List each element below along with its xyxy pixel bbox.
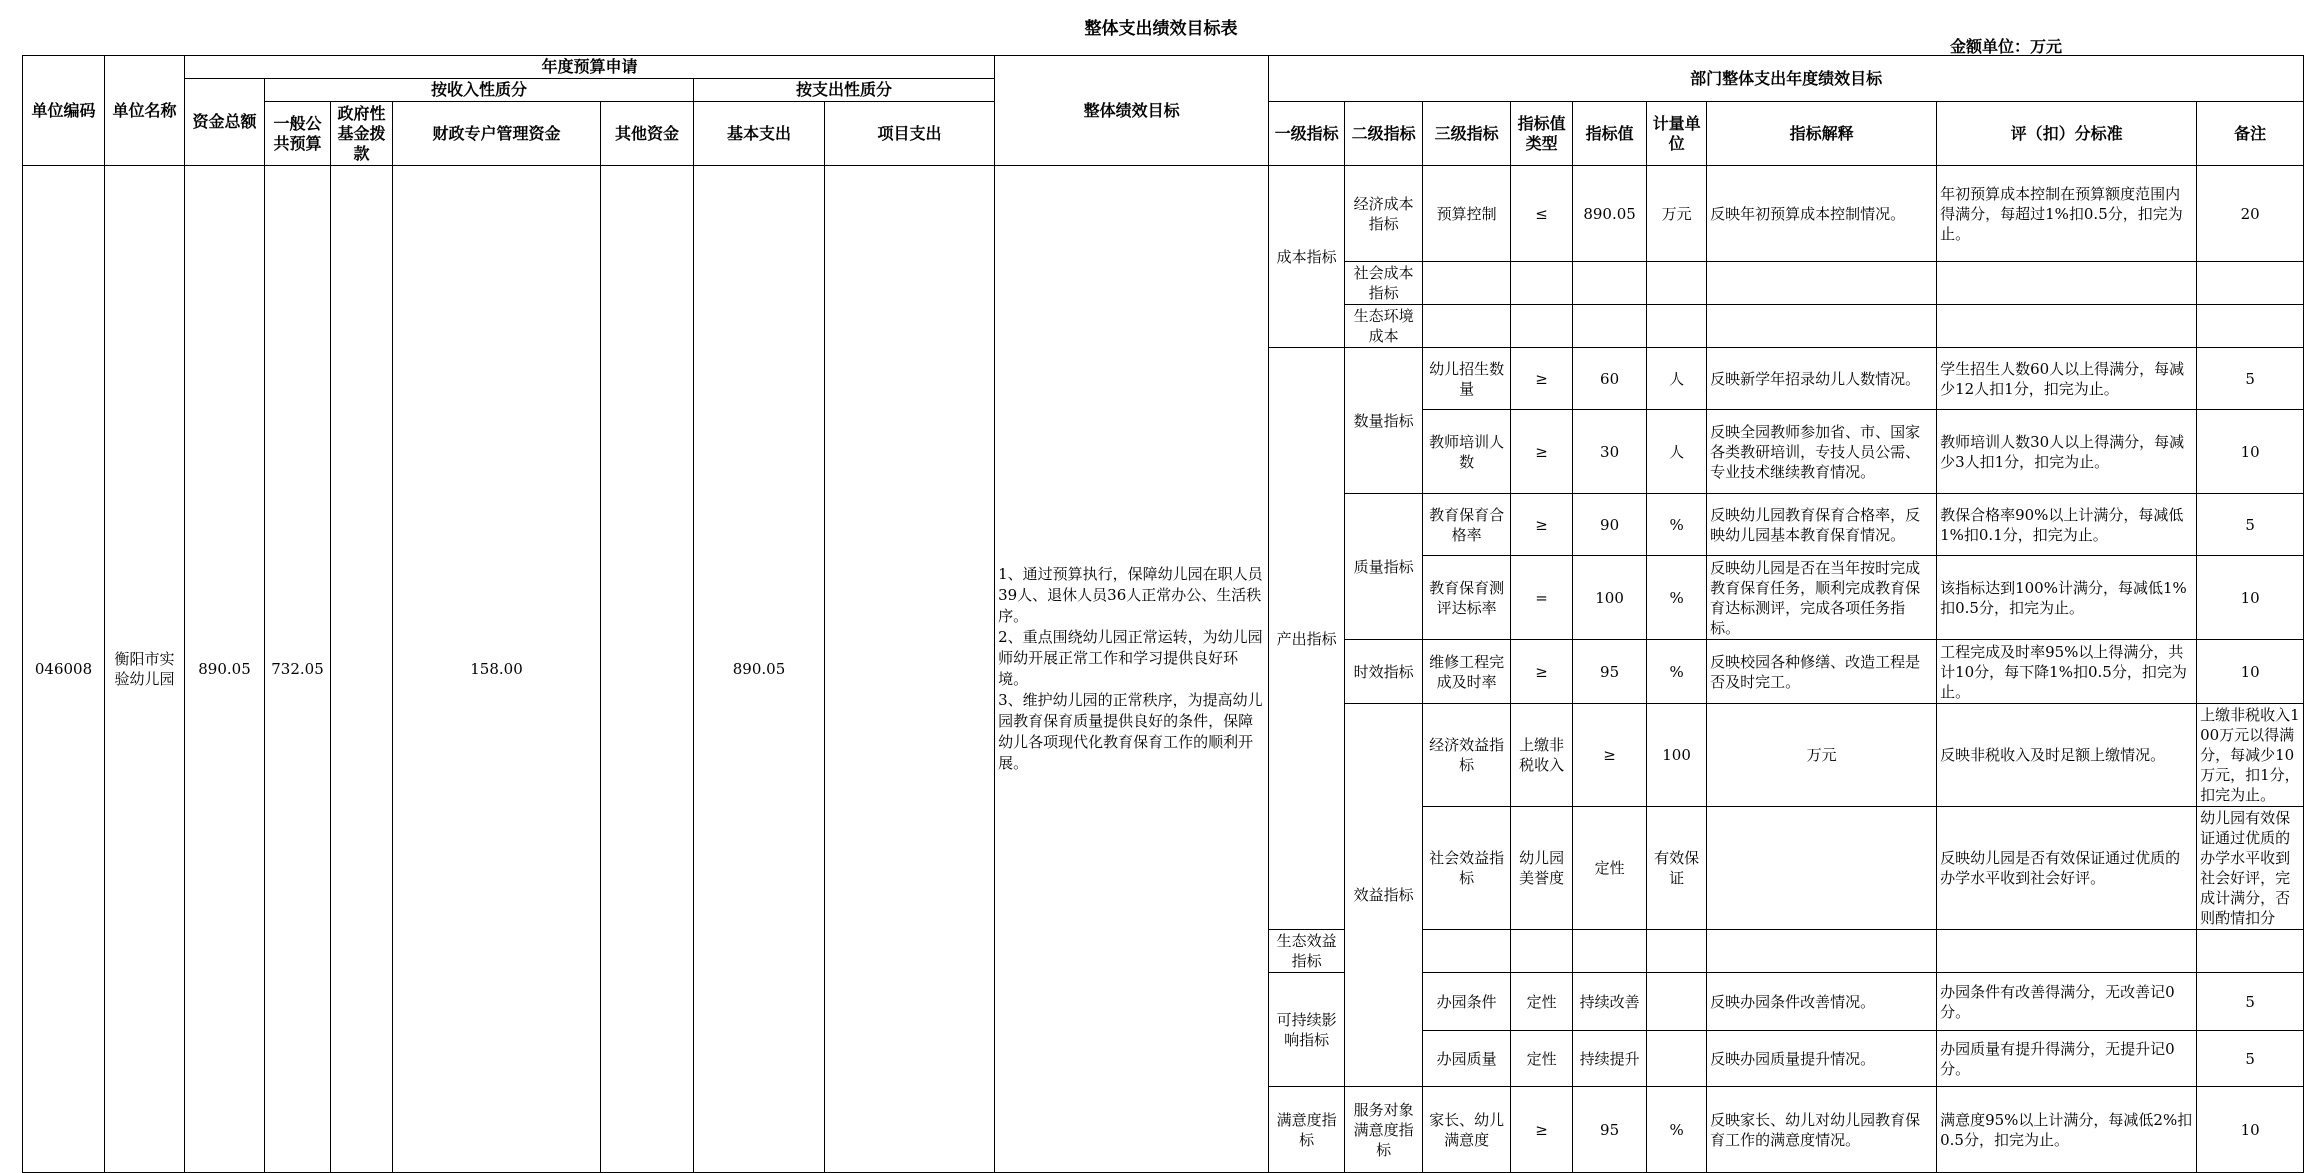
level3-empty [1423,262,1511,305]
project-expense [825,166,995,1173]
value-type [1511,262,1573,305]
page-title: 整体支出绩效目标表 [1084,19,1238,39]
header-fiscal-special: 财政专户管理资金 [393,102,601,166]
header-project-expense: 项目支出 [825,102,995,166]
level3-empty [1423,305,1511,348]
header-annual-budget: 年度预算申请 [185,56,995,79]
total-funds: 890.05 [185,166,265,1173]
level2-timeliness: 时效指标 [1345,640,1423,704]
level2-eco-cost: 生态环境成本 [1345,305,1423,348]
value: 持续提升 [1573,1031,1647,1087]
explanation: 反映幼儿园是否在当年按时完成教育保育任务，顺利完成教育保育达标测评，完成各项任务指标。 [1707,556,1937,640]
measure-unit [1707,807,1937,930]
header-by-income: 按收入性质分 [265,79,694,102]
level3-qualification-rate: 教育保育合格率 [1423,494,1511,556]
header-measure-unit: 计量单位 [1647,102,1707,166]
value-type: ≥ [1511,348,1573,410]
scoring: 满意度95%以上计满分，每减低2%扣0.5分，扣完为止。 [1937,1087,2197,1173]
basic-expense: 890.05 [694,166,825,1173]
explanation: 反映办园质量提升情况。 [1707,1031,1937,1087]
unit-name: 衡阳市实验幼儿园 [105,166,185,1173]
scoring: 工程完成及时率95%以上得满分，共计10分，每下降1%扣0.5分，扣完为止。 [1937,640,2197,704]
measure-unit [1647,305,1707,348]
header-unit-code: 单位编码 [23,56,105,166]
remark: 5 [2197,973,2304,1031]
header-level3: 三级指标 [1423,102,1511,166]
value-type [1511,930,1573,973]
measure-unit: 万元 [1647,166,1707,262]
level1-cost: 成本指标 [1269,166,1345,348]
overall-goal-line-3: 3、维护幼儿园的正常秩序，为提高幼儿园教育保育质量提供良好的条件，保障幼儿各项现代化教育保育工作的顺利开展。 [998,691,1263,772]
value: 95 [1573,1087,1647,1173]
level1-benefit: 效益指标 [1345,704,1423,1087]
gov-fund [331,166,393,1173]
explanation: 反映校园各种修缮、改造工程是否及时完工。 [1707,640,1937,704]
level2-social-benefit: 社会效益指标 [1423,807,1511,930]
explanation [1707,930,1937,973]
scoring: 年初预算成本控制在预算额度范围内得满分，每超过1%扣0.5分，扣完为止。 [1937,166,2197,262]
overall-goal-line-1: 1、通过预算执行，保障幼儿园在职人员39人、退休人员36人正常办公、生活秩序。 [998,565,1263,625]
value-type: ≥ [1511,640,1573,704]
remark: 5 [2197,348,2304,410]
level2-sustainability: 可持续影响指标 [1269,973,1345,1087]
level2-econ-benefit: 经济效益指标 [1423,704,1511,807]
measure-unit: 人 [1647,410,1707,494]
value: 90 [1573,494,1647,556]
scoring: 学生招生人数60人以上得满分，每减少12人扣1分，扣完为止。 [1937,348,2197,410]
scoring: 上缴非税收入100万元以得满分，每减少10万元，扣1分，扣完为止。 [2197,704,2304,807]
level3-teacher-training: 教师培训人数 [1423,410,1511,494]
measure-unit: % [1647,494,1707,556]
value [1573,262,1647,305]
level2-quality: 质量指标 [1345,494,1423,640]
level2-service-satisfaction: 服务对象满意度指标 [1345,1087,1423,1173]
explanation: 反映年初预算成本控制情况。 [1707,166,1937,262]
header-value-type: 指标值类型 [1511,102,1573,166]
scoring: 办园条件有改善得满分，无改善记0分。 [1937,973,2197,1031]
scoring: 教师培训人数30人以上得满分，每减少3人扣1分，扣完为止。 [1937,410,2197,494]
explanation: 反映新学年招录幼儿人数情况。 [1707,348,1937,410]
scoring: 办园质量有提升得满分，无提升记0分。 [1937,1031,2197,1087]
scoring: 幼儿园有效保证通过优质的办学水平收到社会好评，完成计满分，否则酌情扣分 [2197,807,2304,930]
scoring [1937,305,2197,348]
measure-unit: % [1647,1087,1707,1173]
scoring: 教保合格率90%以上计满分，每减低1%扣0.1分，扣完为止。 [1937,494,2197,556]
header-total-funds: 资金总额 [185,79,265,166]
value-type [1511,305,1573,348]
explanation: 反映办园条件改善情况。 [1707,973,1937,1031]
level1-output: 产出指标 [1269,348,1345,930]
remark [2197,262,2304,305]
level2-quantity: 数量指标 [1345,348,1423,494]
level1-satisfaction: 满意度指标 [1269,1087,1345,1173]
level2-econ-cost: 经济成本指标 [1345,166,1423,262]
value: 890.05 [1573,166,1647,262]
scoring [1937,930,2197,973]
header-level1: 一级指标 [1269,102,1345,166]
level3-empty [1423,930,1511,973]
value: 有效保证 [1647,807,1707,930]
value-type: = [1511,556,1573,640]
value-type: 定性 [1511,973,1573,1031]
remark: 10 [2197,640,2304,704]
level3-assessment-rate: 教育保育测评达标率 [1423,556,1511,640]
explanation [1707,262,1937,305]
remark: 10 [2197,1087,2304,1173]
overall-goal-line-2: 2、重点围绕幼儿园正常运转，为幼儿园师幼开展正常工作和学习提供良好环境。 [998,628,1263,688]
remark: 5 [2197,494,2304,556]
value: 100 [1573,556,1647,640]
value-type: ≥ [1511,494,1573,556]
value [1573,305,1647,348]
unit-code: 046008 [23,166,105,1173]
scoring: 该指标达到100%计满分，每减低1%扣0.5分，扣完为止。 [1937,556,2197,640]
explanation: 反映幼儿园是否有效保证通过优质的办学水平收到社会好评。 [1937,807,2197,930]
value: 60 [1573,348,1647,410]
value-type: ≥ [1511,1087,1573,1173]
remark: 5 [2197,1031,2304,1087]
header-scoring: 评（扣）分标准 [1937,102,2197,166]
level3-enrollment: 幼儿招生数量 [1423,348,1511,410]
value: 100 [1647,704,1707,807]
value-type: ≤ [1511,166,1573,262]
level3-reputation: 幼儿园美誉度 [1511,807,1573,930]
measure-unit [1647,973,1707,1031]
value: 30 [1573,410,1647,494]
level2-social-cost: 社会成本指标 [1345,262,1423,305]
explanation: 反映家长、幼儿对幼儿园教育保育工作的满意度情况。 [1707,1087,1937,1173]
remark: 10 [2197,556,2304,640]
level3-budget-control: 预算控制 [1423,166,1511,262]
header-level2: 二级指标 [1345,102,1423,166]
value-type: 定性 [1511,1031,1573,1087]
scoring [1937,262,2197,305]
header-unit-name: 单位名称 [105,56,185,166]
header-basic-expense: 基本支出 [694,102,825,166]
measure-unit: % [1647,640,1707,704]
remark [2197,930,2304,973]
level3-quality: 办园质量 [1423,1031,1511,1087]
value-type: ≥ [1511,410,1573,494]
general-budget: 732.05 [265,166,331,1173]
explanation [1707,305,1937,348]
measure-unit [1647,262,1707,305]
explanation: 反映非税收入及时足额上缴情况。 [1937,704,2197,807]
performance-table [22,55,2304,1173]
header-gov-fund: 政府性基金拨款 [331,102,393,166]
level3-nontax-income: 上缴非税收入 [1511,704,1573,807]
value: 持续改善 [1573,973,1647,1031]
level3-repair-timeliness: 维修工程完成及时率 [1423,640,1511,704]
header-other-funds: 其他资金 [601,102,694,166]
value: 95 [1573,640,1647,704]
explanation: 反映全园教师参加省、市、国家各类教研培训，专技人员公需、专业技术继续教育情况。 [1707,410,1937,494]
measure-unit [1647,930,1707,973]
remark: 10 [2197,410,2304,494]
explanation: 反映幼儿园教育保育合格率，反映幼儿园基本教育保育情况。 [1707,494,1937,556]
measure-unit: 人 [1647,348,1707,410]
amount-unit-label: 金额单位：万元 [1950,37,2063,56]
header-by-expense: 按支出性质分 [694,79,995,102]
value-type: 定性 [1573,807,1647,930]
measure-unit: % [1647,556,1707,640]
value-type: ≥ [1573,704,1647,807]
level2-eco-benefit: 生态效益指标 [1269,930,1345,973]
level3-parent-satisfaction: 家长、幼儿满意度 [1423,1087,1511,1173]
value [1573,930,1647,973]
level3-conditions: 办园条件 [1423,973,1511,1031]
fiscal-special: 158.00 [393,166,601,1173]
other-funds [601,166,694,1173]
remark: 20 [2197,166,2304,262]
header-dept-goal: 部门整体支出年度绩效目标 [1269,56,2304,102]
header-remark: 备注 [2197,102,2304,166]
measure-unit [1647,1031,1707,1087]
header-general-budget: 一般公共预算 [265,102,331,166]
header-value: 指标值 [1573,102,1647,166]
header-explanation: 指标解释 [1707,102,1937,166]
header-overall-goal: 整体绩效目标 [995,56,1269,166]
overall-goal-text [995,166,1269,1173]
remark [2197,305,2304,348]
measure-unit: 万元 [1707,704,1937,807]
